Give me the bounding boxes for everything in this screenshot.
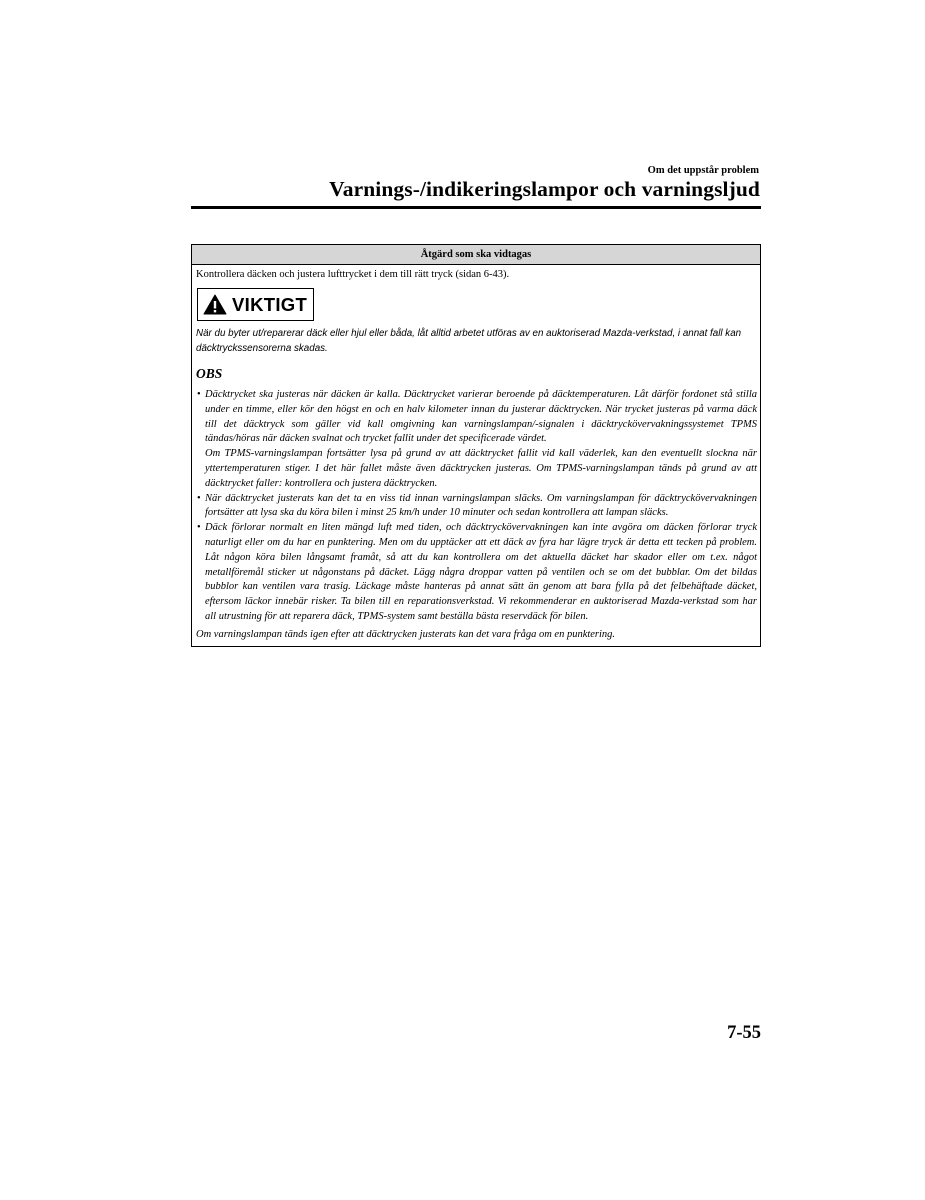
section-label: Om det uppstår problem	[647, 165, 759, 176]
page-number: 7-55	[727, 1023, 761, 1043]
obs-list	[196, 388, 757, 625]
obs-item	[196, 521, 757, 625]
header-rule	[191, 206, 761, 209]
obs-item	[196, 492, 757, 522]
chapter-title: Varnings-/indikeringslampor och varningsljud	[329, 177, 760, 201]
warning-text: När du byter ut/reparerar däck eller hjul eller båda, låt alltid arbetet utföras av en auktoriserad Mazda-verkstad, i annat fall kan däcktryckssensorerna skadas.	[196, 328, 742, 354]
bullet-marker: •	[197, 522, 201, 534]
action-intro: Kontrollera däcken och justera lufttrycket i dem till rätt tryck (sidan 6-43).	[196, 269, 510, 280]
viktigt-label: VIKTIGT	[232, 293, 308, 315]
obs-label: OBS	[196, 366, 223, 381]
action-header: Åtgärd som ska vidtagas	[192, 245, 760, 265]
obs-paragraph: Om TPMS-varningslampan fortsätter lysa på grund av att däcktrycket fallit vid kall väderlek, kan den eventuellt slockna när yttertemperaturen stiger. I det här fallet måste även däcktrycken justeras. Om TPMS-varningslampan tänds på grund av att däcktrycket faller: kontrollera och justera däcktrycken.	[205, 448, 757, 489]
action-body	[192, 268, 760, 646]
obs-paragraph: När däcktrycket justerats kan det ta en viss tid innan varningslampan släcks. Om varningslampan för däcktryckövervakningen fortsätter att lysa ska du köra bilen i minst 25 km/h under 10 minuter och sedan kontrollera att lampan släcks.	[205, 492, 757, 519]
obs-paragraph: Däcktrycket ska justeras när däcken är kalla. Däcktrycket varierar beroende på däcktemperaturen. Låt därför fordonet stå stilla under en timme, eller kör den högst en och en halv kilometer innan du justerar däcktrycken. När trycket justeras på varma däck till det däcktryck som gäller vid kall omgivning kan varningslampan/-signalen i däcktryckövervakningssystemet TPMS tändas/höras när däcken svalnat och trycket fallit under det specificerade värdet.	[205, 389, 757, 445]
obs-item	[196, 388, 757, 492]
bullet-marker: •	[197, 389, 201, 400]
obs-paragraph: Däck förlorar normalt en liten mängd luft med tiden, och däcktryckövervakningen kan inte avgöra om däcken förlorar tryck naturligt eller om du har en punktering. Men om du upptäcker att ett däck av fyra har lägre tryck är detta ett tecken på problem. Låt någon köra bilen långsamt framåt, så att du kan kontrollera om det aktuella däcket har skador eller om t.ex. något metallföremål sticker ut någonstans på däcket. Lägg några droppar vatten på ventilen och se om det bubblar. Om det bildas bubblor kan ventilen vara trasig. Läckage måste hanteras på annat sätt än genom att bara fylla på det felbehäftade däcket, eftersom läckor innebär risker. Ta bilen till en reparationsverkstad. Vi rekommenderar en auktoriserad Mazda-verkstad som har all utrustning för att reparera däck, TPMS-system samt beställa bästa reservdäck för bilen.	[205, 522, 757, 622]
bullet-marker: •	[197, 492, 201, 504]
footer-note: Om varningslampan tänds igen efter att däcktrycken justerats kan det vara fråga om en punktering.	[196, 628, 616, 640]
viktigt-box	[197, 288, 314, 321]
action-box	[191, 244, 761, 647]
warning-triangle-icon	[203, 294, 227, 315]
